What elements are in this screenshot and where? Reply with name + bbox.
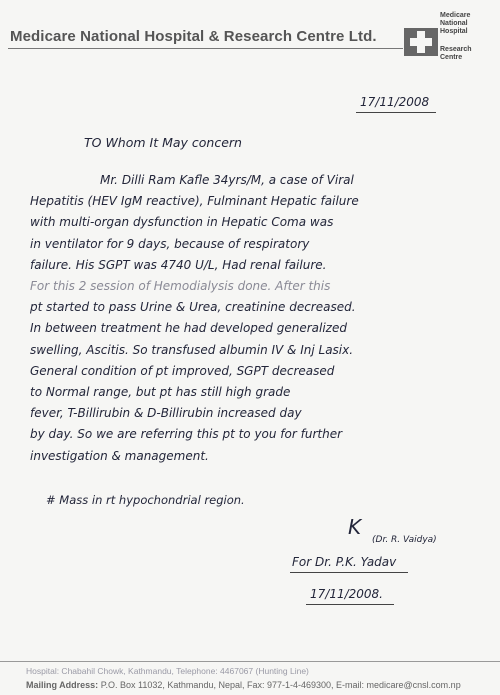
header-divider (8, 48, 403, 49)
body-line: in ventilator for 9 days, because of respiratory (30, 236, 310, 251)
logo-text-3: Hospital (440, 28, 468, 35)
logo-text-5: Centre (440, 54, 463, 61)
footer-mailing-label: Mailing Address: (26, 680, 99, 690)
hospital-logo (404, 10, 496, 70)
signature-date: 17/11/2008. (310, 587, 383, 601)
body-line: by day. So we are referring this pt to you for further (30, 427, 343, 442)
body-line: In between treatment he had developed generalized (30, 321, 347, 336)
salutation: TO Whom It May concern (84, 135, 242, 150)
body-line: For this 2 session of Hemodialysis done. After this (30, 279, 331, 294)
body-line: Hepatitis (HEV IgM reactive), Fulminant Hepatic failure (30, 194, 359, 209)
logo-text-2: National (440, 20, 468, 27)
logo-text-4: Research (440, 46, 472, 53)
signature-mark: K (348, 515, 362, 539)
body-line: to Normal range, but pt has still high grade (30, 385, 291, 400)
body-line: swelling, Ascitis. So transfused albumin IV & Inj Lasix. (30, 342, 354, 357)
clinical-note: # Mass in rt hypochondrial region. (46, 493, 245, 507)
footer-mailing-value: P.O. Box 11032, Kathmandu, Nepal, Fax: 977-1-4-469300, E-mail: medicare@cnsl.com.np (100, 680, 461, 690)
body-line: General condition of pt improved, SGPT decreased (30, 363, 335, 378)
footer-divider (0, 661, 500, 662)
body-line: fever, T-Billirubin & D-Billirubin increased day (30, 406, 302, 421)
body-line: with multi-organ dysfunction in Hepatic Coma was (30, 215, 334, 230)
body-line: Mr. Dilli Ram Kafle 34yrs/M, a case of Viral (100, 173, 354, 187)
footer-address: Hospital: Chabahil Chowk, Kathmandu, Telephone: 4467067 (Hunting Line) (26, 666, 309, 676)
footer-mailing (26, 680, 461, 690)
body-line: pt started to pass Urine & Urea, creatinine decreased. (30, 300, 356, 315)
logo-text-1: Medicare (440, 12, 471, 19)
letter-body (30, 170, 490, 467)
body-line: failure. His SGPT was 4740 U/L, Had renal failure. (30, 257, 327, 272)
body-line: investigation & management. (30, 448, 209, 463)
hospital-name: Medicare National Hospital & Research Centre Ltd. (10, 28, 377, 45)
letter-date: 17/11/2008 (360, 95, 430, 109)
signature-name: (Dr. R. Vaidya) (372, 535, 437, 545)
for-doctor: For Dr. P.K. Yadav (292, 555, 397, 569)
